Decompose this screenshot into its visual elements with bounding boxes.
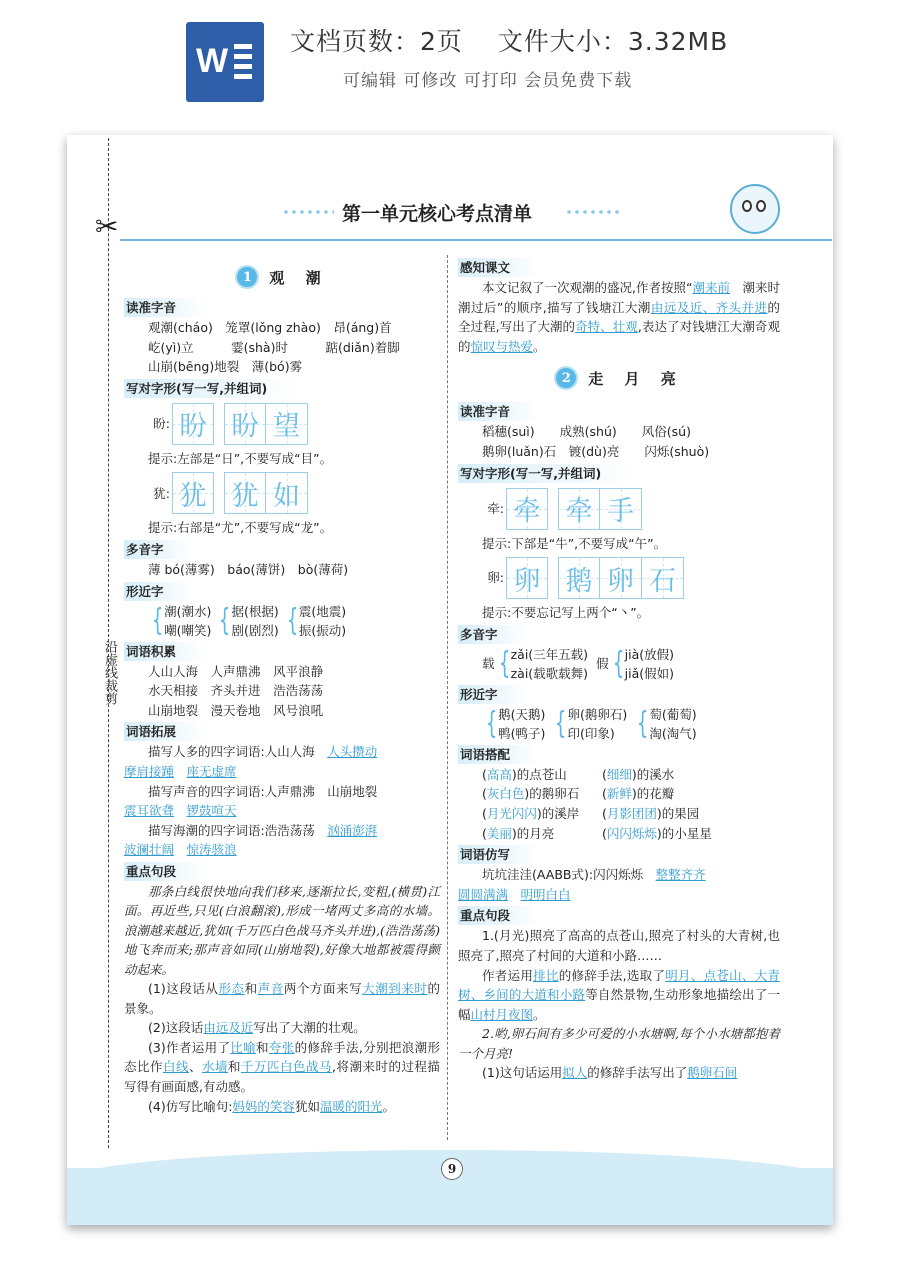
- match-line: (美丽)的月亮 (闪闪烁烁)的小星星: [482, 825, 712, 841]
- practice-cell: 石: [642, 557, 684, 599]
- extend-line: 描写声音的四字词语:人声鼎沸 山崩地裂: [148, 783, 378, 799]
- practice-cell: 盼: [172, 403, 214, 445]
- doc-info-subtitle: 可编辑 可修改 可打印 会员免费下载: [343, 71, 633, 91]
- section-similar: 形近字: [458, 685, 528, 704]
- scissors-icon: ✂: [95, 210, 119, 243]
- section-perceive: 感知课文: [458, 258, 540, 277]
- download-header: [0, 0, 900, 120]
- lesson-name: 观 潮: [269, 268, 329, 287]
- column-divider: [447, 255, 448, 1140]
- practice-cell: 卵: [506, 557, 548, 599]
- write-hint: 提示:左部是“日”,不要写成“目”。: [148, 450, 333, 466]
- extend-line: 描写人多的四字词语:人山人海 人头攒动: [148, 744, 378, 760]
- page-number: 9: [441, 1158, 463, 1180]
- sentence-1-question: 作者运用排比的修辞手法,选取了明月、点苍山、大青树、乡间的大道和小路等自然景物,生动形象地描绘出了一幅山村月夜图。: [458, 967, 780, 1022]
- similar-chars: { 鹅(天鹅) 鸭(鸭子) { 卵(鹅卵石) 印(印象) { 萄(葡萄) 淘(淘气): [485, 705, 697, 741]
- write-label: 卵:: [487, 570, 504, 586]
- lesson-number: 2: [554, 366, 578, 390]
- section-imitate: 词语仿写: [458, 845, 540, 864]
- poly-chars: 载 { zǎi(三年五载) zài(载歌载舞) 假 { jià(放假) jiǎ(假如): [482, 645, 675, 681]
- match-line: (灰白色)的鹅卵石 (新鲜)的花瓣: [482, 786, 675, 802]
- section-key: 重点句段: [458, 906, 540, 925]
- imitate-line: 坑坑洼洼(AABB式):闪闪烁烁 整整齐齐: [482, 867, 706, 883]
- lesson-heading: [124, 265, 440, 289]
- write-hint: 提示:右部是“尤”,不要写成“龙”。: [148, 520, 333, 536]
- mascot-icon: [730, 184, 780, 234]
- extend-line: 描写海潮的四字词语:浩浩荡荡 汹涌澎湃: [148, 822, 378, 838]
- read-line: 山崩(bēng)地裂 薄(bó)雾: [148, 359, 303, 375]
- right-column: [458, 256, 793, 1083]
- vocab-line: 山崩地裂 漫天卷地 风号浪吼: [148, 702, 324, 718]
- key-passage: 那条白线很快地向我们移来,逐渐拉长,变粗,(横贯)江面。再近些,只见(白浪翻滚),形成一堵两丈多高的水墙。浪潮越来越近,犹如(千万匹白色战马齐头并进),(浩浩荡荡)地飞奔而来;那声音如同(山崩地裂),好像大地都被震得颤动起来。: [124, 883, 440, 977]
- write-row: [458, 488, 780, 530]
- section-poly: 多音字: [124, 540, 194, 559]
- section-key: 重点句段: [124, 862, 206, 881]
- practice-cell: 卵: [600, 557, 642, 599]
- sentence-2-question: (1)这句话运用拟人的修辞手法写出了鹅卵石间: [482, 1065, 738, 1081]
- title-dots-left: [282, 210, 334, 214]
- practice-cell: 鹅: [558, 557, 600, 599]
- section-poly: 多音字: [458, 625, 528, 644]
- doc-info-title: 文档页数：2页 文件大小：3.32MB: [290, 27, 729, 56]
- title-dots-right: [565, 210, 621, 214]
- read-line: 鹅卵(luǎn)石 镀(dù)亮 闪烁(shuò): [482, 443, 710, 459]
- section-extend: 词语拓展: [124, 722, 206, 741]
- lesson-number: 1: [235, 265, 259, 289]
- poly-line: 薄 bó(薄雾) báo(薄饼) bò(薄荷): [148, 561, 349, 577]
- question-2: (2)这段话由远及近写出了大潮的壮观。: [148, 1020, 366, 1036]
- write-hint: 提示:下部是“牛”,不要写成“午”。: [482, 535, 667, 551]
- section-similar: 形近字: [124, 582, 194, 601]
- practice-cell: 犹: [224, 472, 266, 514]
- extend-answers: 震耳欲聋 锣鼓喧天: [124, 803, 237, 819]
- word-doc-icon: W: [186, 22, 264, 102]
- practice-cell: 牵: [558, 488, 600, 530]
- read-line: 屹(yì)立 霎(shà)时 踮(diǎn)着脚: [148, 339, 400, 355]
- section-write: 写对字形(写一写,并组词): [458, 464, 631, 483]
- practice-cell: 牵: [506, 488, 548, 530]
- key-sentence-2: 2.哟,卵石间有多少可爱的小水塘啊,每个小水塘都抱着一个月亮!: [458, 1026, 780, 1061]
- match-line: (高高)的点苍山 (细细)的溪水: [482, 766, 675, 782]
- section-vocab: 词语积累: [124, 642, 206, 661]
- question-4: (4)仿写比喻句:妈妈的笑容犹如温暖的阳光。: [148, 1098, 395, 1114]
- page-title: 第一单元核心考点清单: [342, 203, 533, 225]
- key-sentence-1: 1.(月光)照亮了高高的点苍山,照亮了村头的大青树,也照亮了,照亮了村间的大道和小路……: [458, 928, 780, 963]
- vocab-line: 水天相接 齐头并进 浩浩荡荡: [148, 683, 324, 699]
- section-read: 读准字音: [458, 402, 540, 421]
- write-row: [124, 472, 440, 514]
- write-label: 盼:: [153, 415, 170, 431]
- similar-chars: { 潮(潮水) 嘲(嘲笑) { 据(根据) 剧(剧烈) { 震(地震) 振(振动): [151, 602, 347, 638]
- question-1: (1)这段话从形态和声音两个方面来写大潮到来时的景象。: [124, 980, 440, 1016]
- vocab-line: 人山人海 人声鼎沸 风平浪静: [148, 663, 324, 679]
- practice-cell: 盼: [224, 403, 266, 445]
- lesson-heading: [458, 366, 780, 390]
- match-line: (月光闪闪)的溪岸 (月影团团)的果园: [482, 805, 700, 821]
- write-label: 犹:: [153, 485, 170, 501]
- section-match: 词语搭配: [458, 745, 540, 764]
- title-rule: [120, 239, 832, 241]
- write-label: 牵:: [487, 500, 504, 516]
- write-hint: 提示:不要忘记写上两个“丶”。: [482, 605, 650, 621]
- section-read: 读准字音: [124, 298, 206, 317]
- perceive-text: 本文记叙了一次观潮的盛况,作者按照“潮来前 潮来时 潮过后”的顺序,描写了钱塘江大潮由远及近、齐头并进的全过程,写出了大潮的奇特、壮观,表达了对钱塘江大潮奇观的惊叹与热爱。: [458, 280, 793, 354]
- read-line: 稻穗(suì) 成熟(shú) 风俗(sú): [482, 424, 691, 440]
- read-line: 观潮(cháo) 笼罩(lǒng zhào) 昂(áng)首: [148, 320, 392, 335]
- question-3: (3)作者运用了比喻和夸张的修辞手法,分别把浪潮形态比作白线、水墙和千万匹白色战马,将潮来时的过程描写得有画面感,有动感。: [124, 1039, 440, 1094]
- left-column: [124, 262, 440, 1116]
- imitate-answers: 圆圆满满 明明白白: [458, 886, 571, 902]
- write-row: [124, 403, 440, 445]
- lesson-name: 走 月 亮: [588, 369, 684, 388]
- practice-cell: 望: [266, 403, 308, 445]
- practice-cell: 犹: [172, 472, 214, 514]
- cut-hint: 沿虚线裁剪: [102, 640, 117, 705]
- extend-answers: 波澜壮阔 惊涛骇浪: [124, 842, 237, 858]
- practice-cell: 手: [600, 488, 642, 530]
- section-write: 写对字形(写一写,并组词): [124, 379, 297, 398]
- practice-cell: 如: [266, 472, 308, 514]
- write-row: [458, 557, 780, 599]
- extend-answers: 摩肩接踵 座无虚席: [124, 763, 237, 779]
